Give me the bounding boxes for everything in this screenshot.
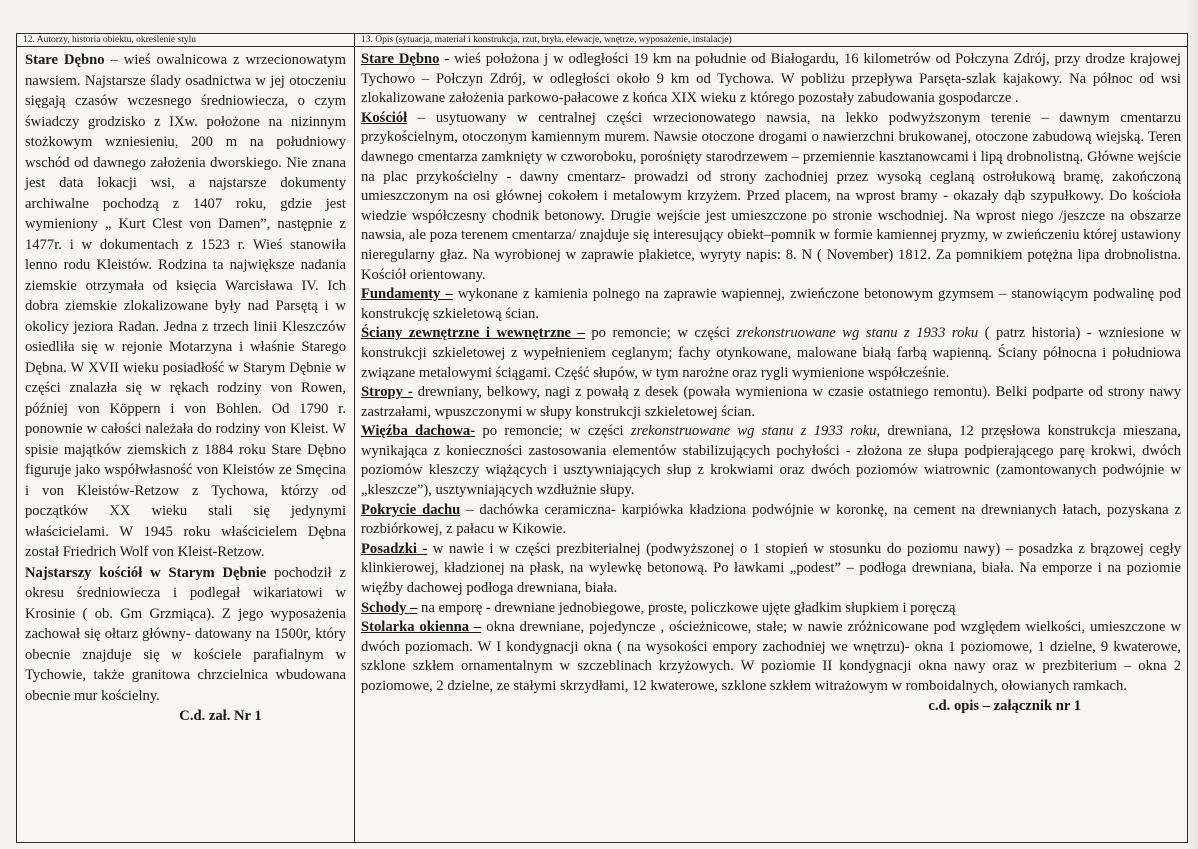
form-sheet [16, 33, 1188, 843]
section-text: po remoncie; w części [475, 423, 631, 440]
section-label: Pokrycie dachu [361, 501, 461, 518]
section-text: ( patrz historia) - wzniesione w konstrukcji szkieletowej z wypełnieniem ceglanym; fachy otynkowane, malowane białą farbą wapienną. Ściany północna i południowa związane metalowymi ściągami. Część słupów, w tym narożne oraz rygli wymienione współcześnie. [361, 325, 1181, 381]
history-column [17, 34, 355, 842]
section-walls [361, 324, 1181, 383]
scan-edge-shadow [1186, 0, 1198, 849]
section-text: w nawie i w części prezbiterialnej (podwyższonej o 1 stopień w stosunku do poziomu nawy) – posadzka z brązowej cegły klinkierowej, kładzionej na płask, na wylewkę betonową. Po ławkami „podest” – podłoga drewniana, biała. Na emporze i na poziomie więźby dachowej podłoga drewniana, biała. [361, 540, 1181, 597]
history-paragraph-2 [25, 563, 346, 707]
description-column [355, 34, 1187, 842]
history-text-2: pochodził z okresu średniowiecza i podlegał wikariatowi w Krosinie ( ob. Gm Grzmiąca). Z jego wyposażenia zachował się ołtarz główny- datowany na 1500r, który obecnie znajduje się w kościele parafialnym w Tychowie, także granitowa chrzcielnica wbudowana obecnie mur kościelny. [25, 564, 346, 704]
history-header: 12. Autorzy, historia obiektu, określenie stylu [17, 34, 354, 47]
section-text: po remoncie; w części [584, 325, 737, 342]
history-paragraph-1 [25, 50, 346, 563]
title-dash: – [110, 52, 118, 68]
section-italic: zrekonstruowane wg stanu z 1933 roku, [630, 423, 881, 440]
section-label: Więźba dachowa- [361, 423, 476, 440]
history-footer: C.d. zał. Nr 1 [179, 708, 262, 724]
section-village [361, 50, 1181, 109]
section-text: – dachówka ceramiczna- karpiówka kładziona podwójnie w koronkę, na cement na drewnianych łatach, pozyskana z rozbiórkowej, z pałacu w Kikowie. [361, 501, 1181, 538]
section-label: Ściany zewnętrzne i wewnętrzne – [361, 325, 585, 342]
section-label: Schody – [361, 599, 418, 616]
church-title: Najstarszy kościół w Starym Dębnie [25, 564, 267, 581]
section-text: okna drewniane, pojedyncze , ościeżnicowe, stałe; w nawie zróżnicowane pod względem wielkości, umieszczone w dwóch poziomach. W I kondygnacji okna ( na wysokości empory zachodniej we wnętrzu)- okna 1 poziomowe, 1 dzielne, 9 kwaterowe, szklone szkłem ornamentalnym w szczeblinach krzyżowych. W poziomie II kondygnacji okna nawy oraz w prezbiterium – okna 2 poziomowe, 2 dzielne, ze stałymi skrzydłami, 12 kwaterowe, szklone szkłem witrażowym w romboidalnych, ołowianych ramkach. [361, 619, 1181, 694]
section-label: Posadzki - [361, 540, 428, 557]
section-label: Kościół [361, 109, 408, 126]
section-ceilings [361, 383, 1181, 422]
section-text: - wieś położona j w odległości 19 km na południe od Białogardu, 16 kilometrów od Połczyna Zdrój, przy drodze krajowej Tychowo – Połczyn Zdrój, w odległości około 9 km od Tychowa. W pobliżu przepływa Parsęta-szlak kajakowy. Na północ od wsi zlokalizowane założenia parkowo-pałacowe z końca XIX wieku z którego pozostały zabudowania gospodarcze . [361, 51, 1181, 107]
section-text: drewniana, 12 przęsłowa konstrukcja mieszana, wynikająca z konieczności zastosowania elementów stabilizujących pochyłości - złożona ze słupa podpierającego parę krokwi, dwóch poziomów kleszczy wiążących i usztywniających słup z krokwiami oraz dwóch poziomów wiatrownic (zamontowanych podwójnie w „kleszcze”), usztywniających wzdłużnie słupy. [361, 423, 1181, 499]
section-text: – usytuowany w centralnej części wrzecionowatego nawsia, na lekko podwyższonym terenie – dawnym cmentarzu przykościelnym, otoczonym kamiennym murem. Nawsie otoczone drogami o nawierzchni brukowanej, otoczone zabudową wiejską. Teren dawnego cmentarza zamknięty w czworoboku, porośnięty starodrzewem – przemiennie kasztanowcami i lipą drobnolistną. Główne wejście na plac przykościelny - dawny cmentarz- prowadzi od strony zachodniej przez wysoką ceglaną ostrołukową bramę, zakończoną umieszczonym na osi głównej cokołem i metalowym krzyżem. Przed placem, na wprost bramy - okazały dąb szypułkowy. Do kościoła wiedzie współczesny chodnik betonowy. Drugie wejście jest umieszczone po stronie wschodniej. Na wprost niego /jeszcze na obszarze nawsia, ale poza terenem cmentarza/ znajduje się interesujący obiekt–pomnik w formie kamiennej pryzmy, w zwieńczeniu której ustawiony nieregularny głaz. Na wyrobionej w zaprawie plakietce, wyryty napis: 8. N ( November) 1812. Za pomnikiem potężna lipa drobnolistna. Kościół orientowany. [361, 109, 1181, 283]
history-body [17, 47, 354, 726]
section-text: drewniany, belkowy, nagi z powałą z desek (powała wymieniona w czasie ostatniego remontu). Belki podparte od strony nawy zastrzałami, wpuszczonymi w słupy konstrukcji szkieletowej ścian. [361, 384, 1181, 420]
section-label: Fundamenty – [361, 286, 453, 303]
section-italic: zrekonstruowane wg stanu z 1933 roku [736, 325, 979, 342]
section-text: na emporę - drewniane jednobiegowe, proste, policzkowe ujęte gładkim słupkiem i poręczą [417, 599, 956, 616]
section-foundations [361, 285, 1181, 324]
history-text-1: wieś owalnicowa z wrzecionowatym nawsiem. Najstarsze ślady osadnictwa w jej otoczeniu sięgają czasów wczesnego średniowiecza, o czym świadczy grodzisko z IXw. położone na nizinnym stożkowym wzniesieniu, 200 m na południowy wschód od dawnego założenia dworskiego. Nie znana jest data lokacji wsi, a najstarsze dokumenty archiwalne pochodzą z 1407 roku, gdzie jest wymieniony „ Kurt Clest von Damen”, następnie z 1477r. i w dokumentach z 1523 r. Wieś stanowiła lenno rodu Kleistów. Rodzina ta największe nadania ziemskie otrzymała od księcia Warcisława IV. Ich dobra ziemskie zlokalizowane były nad Parsętą i w okolicy jeziora Radan. Jedna z trzech linii Kleszczów osiedliła się w rejonie Motarzyna i właśnie Starego Dębna. W XVII wieku posiadłość w Starym Dębnie w części znalazła się w rękach rodziny von Rowen, później von Köppern i von Bohlen. Od 1790 r. ponownie w całości należała do rodziny von Kleist. W spisie majątków ziemskich z 1884 roku Stare Dębno figuruje jako współwłasność von Kleistów ze Smęcina i von Kleistów-Retzow z Tychowa, którzy od początków XX wieku stali się jedynymi właścicielami. W 1945 roku właścicielem Dębna został Friedrich Wolf von Kleist-Retzow. [25, 52, 346, 560]
section-roofing [361, 501, 1181, 540]
section-windows [361, 618, 1181, 714]
description-body [355, 47, 1187, 714]
description-header: 13. Opis (sytuacja, materiał i konstrukcja, rzut, bryła, elewacje, wnętrze, wyposażenie, instalacje) [355, 34, 1187, 47]
section-church [361, 109, 1181, 285]
section-text: wykonane z kamienia polnego na zaprawie wapiennej, zwieńczone betonowym gzymsem – stanowiącym podwalinę pod konstrukcję szkieletową ścian. [361, 286, 1182, 322]
section-floors [361, 540, 1181, 599]
section-label: Stolarka okienna – [361, 619, 482, 636]
section-label: Stare Dębno [361, 51, 440, 67]
description-footer: c.d. opis – załącznik nr 1 [928, 697, 1081, 714]
village-title: Stare Dębno [25, 52, 105, 68]
section-label: Stropy - [361, 384, 413, 401]
section-stairs [361, 599, 1181, 619]
section-roof-truss [361, 422, 1181, 500]
